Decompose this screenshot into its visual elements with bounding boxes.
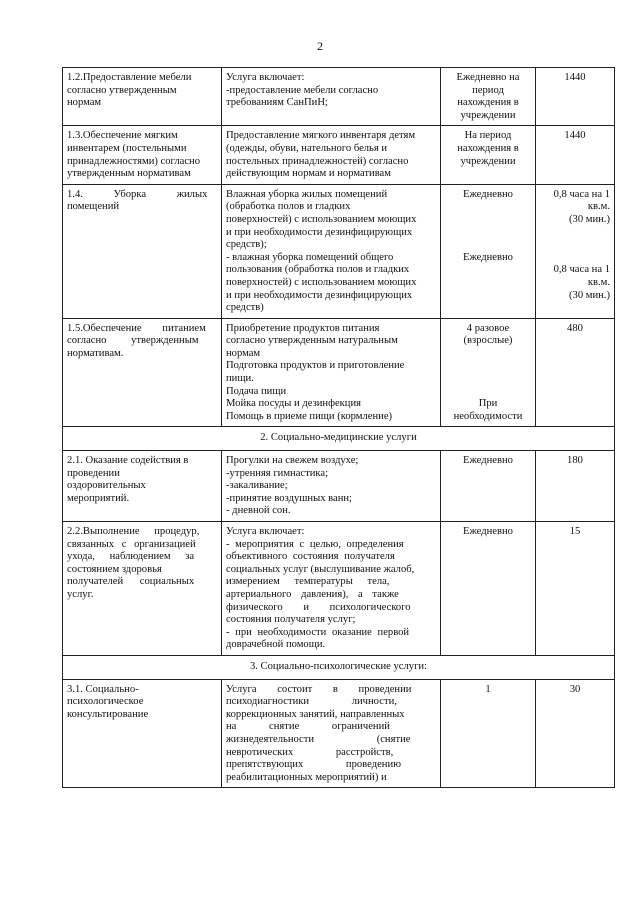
- service-description: Услуга включает: - мероприятия с целью, определения объективного состояния получателя социальных услуг (выслушивание жалоб, измерением температуры тела, артериального давления), а также физического и психологического состояния получателя услуг; - при необходимости оказание первой доврачебной помощи.: [222, 522, 441, 656]
- section-heading-row: [63, 427, 615, 451]
- page-number: 2: [317, 39, 323, 53]
- table-row: [63, 126, 615, 184]
- service-frequency: Ежедневно на период нахождения в учреждении: [441, 68, 536, 126]
- service-norm: 15: [536, 522, 615, 656]
- service-name: 3.1. Социально- психологическое консультирование: [63, 679, 222, 788]
- service-name: 1.2.Предоставление мебели согласно утвержденным нормам: [63, 68, 222, 126]
- service-norm: 1440: [536, 126, 615, 184]
- service-norm: 0,8 часа на 1 кв.м. (30 мин.) 0,8 часа на 1 кв.м. (30 мин.): [536, 184, 615, 318]
- service-frequency: На период нахождения в учреждении: [441, 126, 536, 184]
- service-description: Предоставление мягкого инвентаря детям (одежды, обуви, нательного белья и постельных принадлежностей) согласно действующим нормам и нормативам: [222, 126, 441, 184]
- service-norm: 1440: [536, 68, 615, 126]
- service-description: Прогулки на свежем воздухе; -утренняя гимнастика; -закаливание; -принятие воздушных ванн; - дневной сон.: [222, 451, 441, 522]
- table-row: [63, 68, 615, 126]
- service-description: Влажная уборка жилых помещений (обработка полов и гладких поверхностей) с использованием моющих и при необходимости дезинфицирующих средств); - влажная уборка помещений общего пользования (обработка полов и гладких поверхностей) с использованием моющих и при необходимости дезинфицирующих средств): [222, 184, 441, 318]
- service-norm: 480: [536, 318, 615, 427]
- table-row: [63, 679, 615, 788]
- section-title-medical: 2. Социально-медицинские услуги: [63, 427, 615, 451]
- service-name: 1.5.Обеспечение питанием согласно утвержденным нормативам.: [63, 318, 222, 427]
- service-description: Услуга состоит в проведении психодиагностики личности, коррекционных занятий, направленных на снятие ограничений жизнедеятельности (снятие невротических расстройств, препятствующих проведению реабилитационных мероприятий) и: [222, 679, 441, 788]
- service-name: 2.2.Выполнение процедур, связанных с организацией ухода, наблюдением за состоянием здоровья получателей социальных услуг.: [63, 522, 222, 656]
- service-name: 1.4. Уборка жилых помещений: [63, 184, 222, 318]
- service-norm: 180: [536, 451, 615, 522]
- table-row: [63, 522, 615, 656]
- service-frequency: 4 разовое (взрослые) При необходимости: [441, 318, 536, 427]
- service-frequency: Ежедневно: [441, 522, 536, 656]
- table-row: [63, 451, 615, 522]
- service-frequency: Ежедневно Ежедневно: [441, 184, 536, 318]
- section-title-psychological: 3. Социально-психологические услуги:: [63, 655, 615, 679]
- table-row: [63, 318, 615, 427]
- service-name: 1.3.Обеспечение мягким инвентарем (постельными принадлежностями) согласно утвержденным нормативам: [63, 126, 222, 184]
- table-row: [63, 184, 615, 318]
- service-norm: 30: [536, 679, 615, 788]
- service-description: Приобретение продуктов питания согласно утвержденным натуральным нормам Подготовка продуктов и приготовление пищи. Подача пищи Мойка посуды и дезинфекция Помощь в приеме пищи (кормление): [222, 318, 441, 427]
- section-heading-row: [63, 655, 615, 679]
- service-name: 2.1. Оказание содействия в проведении оздоровительных мероприятий.: [63, 451, 222, 522]
- service-description: Услуга включает: -предоставление мебели согласно требованиям СанПиН;: [222, 68, 441, 126]
- services-table: [62, 67, 615, 788]
- service-frequency: Ежедневно: [441, 451, 536, 522]
- service-frequency: 1: [441, 679, 536, 788]
